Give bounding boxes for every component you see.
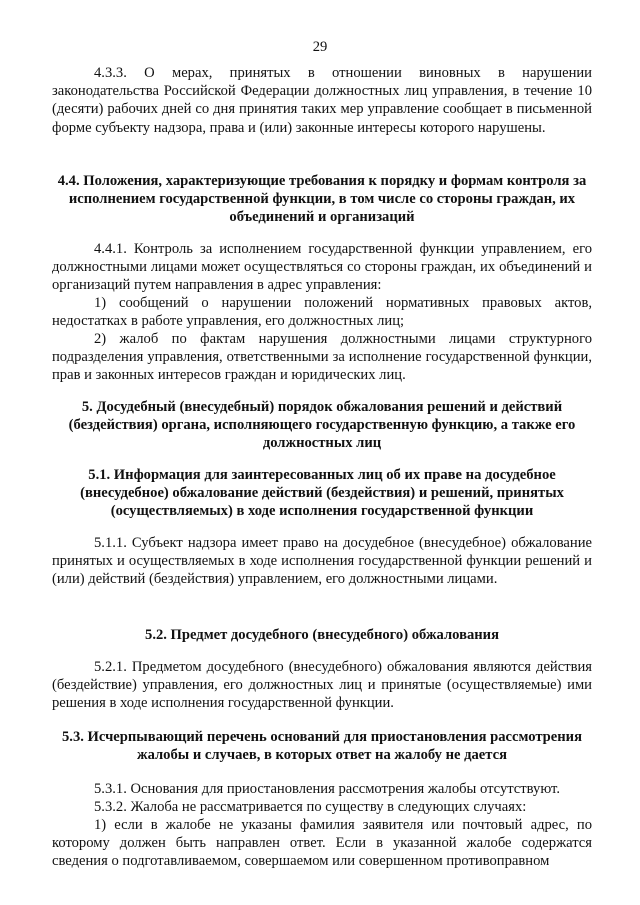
heading-5: 5. Досудебный (внесудебный) порядок обжалования решений и действий (бездействия) органа, исполняющего государственную функцию, а также его должностных лиц bbox=[68, 399, 576, 452]
paragraph-5-3-2-item-1: 1) если в жалобе не указаны фамилия заявителя или почтовый адрес, по которому должен быть направлен ответ. Если в указанной жалобе содержатся сведения о подготавливаемом, совершаемом или совершенном противоправном bbox=[52, 817, 592, 870]
heading-5-2: 5.2. Предмет досудебного (внесудебного) обжалования bbox=[145, 627, 499, 643]
paragraph-4-4-1-item-1: 1) сообщений о нарушении положений нормативных правовых актов, недостатках в работе управления, его должностных лиц; bbox=[52, 295, 592, 330]
page-number: 29 bbox=[312, 39, 328, 55]
paragraph-5-2-1: 5.2.1. Предметом досудебного (внесудебного) обжалования являются действия (бездействие) управления, его должностных лиц и принятые (осуществляемые) ими решения в ходе исполнения государственной функции. bbox=[52, 659, 592, 712]
paragraph-5-3-1: 5.3.1. Основания для приостановления рассмотрения жалобы отсутствуют. bbox=[94, 781, 560, 797]
paragraph-4-4-1-item-2: 2) жалоб по фактам нарушения должностными лицами структурного подразделения управления, ответственными за исполнение государственной функции, прав и законных интересов граждан и юридических лиц. bbox=[52, 331, 592, 384]
paragraph-4-3-3: 4.3.3. О мерах, принятых в отношении виновных в нарушении законодательства Российской Федерации должностных лиц управления, в течение 10 (десяти) рабочих дней со дня принятия таких мер управление сообщает в письменной форме субъекту надзора, права и (или) законные интересы которого нарушены. bbox=[52, 65, 592, 136]
paragraph-5-1-1: 5.1.1. Субъект надзора имеет право на досудебное (внесудебное) обжалование принятых и осуществляемых в ходе исполнения государственной функции решений и (или) действий (бездействия) управлением, его должностными лицами. bbox=[52, 535, 592, 588]
heading-5-3: 5.3. Исчерпывающий перечень оснований для приостановления рассмотрения жалобы и случаев, в которых ответ на жалобу не дается bbox=[62, 729, 582, 764]
paragraph-5-3-2: 5.3.2. Жалоба не рассматривается по существу в следующих случаях: bbox=[94, 799, 527, 815]
paragraph-4-4-1: 4.4.1. Контроль за исполнением государственной функции управлением, его должностными лицами может осуществляться со стороны граждан, их объединений и организаций путем направления в адрес управления: bbox=[52, 241, 592, 294]
heading-5-1: 5.1. Информация для заинтересованных лиц об их праве на досудебное (внесудебное) обжалование действий (бездействия) и решений, принятых (осуществляемых) в ходе исполнения государственной функции bbox=[80, 467, 564, 520]
heading-4-4: 4.4. Положения, характеризующие требования к порядку и формам контроля за исполнением государственной функции, в том числе со стороны граждан, их объединений и организаций bbox=[57, 173, 587, 226]
